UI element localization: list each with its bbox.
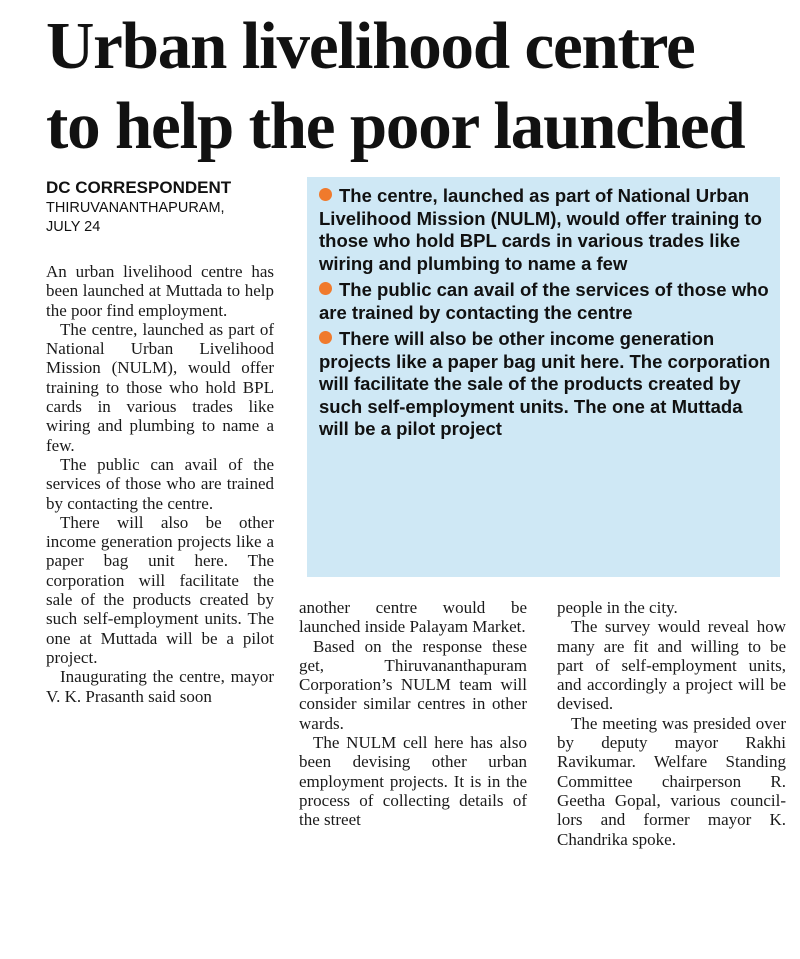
byline bbox=[46, 177, 301, 237]
article-paragraph: people in the city. bbox=[557, 598, 678, 617]
headline bbox=[46, 6, 786, 166]
article-paragraph: The centre, launched as part of National Urban Livelihood Mission (NULM), would offer training to those who hold BPL cards in various trades like wiring and plumbing to name a few. bbox=[46, 319, 274, 455]
highlight-text: There will also be other income generation projects like a paper bag unit here. The corporation will facilitate the sale of the products created by such self-employment units. The one at Muttada will be a pilot project bbox=[319, 328, 771, 439]
headline-line-2: to help the poor launched bbox=[46, 89, 745, 163]
highlight-point bbox=[319, 185, 772, 275]
headline-line-1: Urban livelihood centre bbox=[46, 9, 695, 83]
highlight-text: The public can avail of the services of those who are trained by contacting the centre bbox=[319, 279, 769, 323]
article-column-1 bbox=[46, 262, 274, 706]
highlight-point bbox=[319, 279, 772, 324]
article-column-3 bbox=[557, 598, 786, 849]
article-paragraph: The NULM cell here has also been devising other urban employment projects. It is in the process of collecting details of the street bbox=[299, 733, 527, 830]
article-paragraph: another centre would be launched inside Palayam Market. bbox=[299, 598, 527, 637]
article-paragraph: There will also be other income generation projects like a paper bag unit here. The corporation will facilitate the sale of the products created by such self-employment units. The one at Muttada will be a pilot project. bbox=[46, 512, 274, 667]
byline-location: THIRUVANANTHAPURAM, bbox=[46, 200, 225, 216]
highlights-box bbox=[307, 177, 780, 577]
bullet-icon bbox=[319, 188, 332, 201]
article-column-2 bbox=[299, 598, 527, 830]
byline-author: DC CORRESPONDENT bbox=[46, 178, 232, 197]
article-paragraph: An urban livelihood centre has been launched at Muttada to help the poor find employment. bbox=[46, 262, 274, 320]
bullet-icon bbox=[319, 282, 332, 295]
byline-date: JULY 24 bbox=[46, 219, 101, 235]
article-paragraph: The survey would reveal how many are fit and willing to be part of self-employment units, and accordingly a project will be devised. bbox=[557, 617, 786, 714]
article-paragraph: Inaugurating the centre, mayor V. K. Prasanth said soon bbox=[46, 667, 274, 706]
highlight-text: The centre, launched as part of National Urban Livelihood Mission (NULM), would offer training to those who hold BPL cards in various trades like wiring and plumbing to name a few bbox=[319, 185, 762, 274]
highlight-point bbox=[319, 328, 772, 441]
article-paragraph: The meeting was presided over by deputy mayor Rakhi Ravikumar. Welfare Standing Committee chairperson R. Geetha Gopal, various councillors and former mayor K. Chandrika spoke. bbox=[557, 713, 786, 849]
article-paragraph: Based on the response these get, Thiruvananthapuram Corporation’s NULM team will consider similar centres in other wards. bbox=[299, 636, 527, 733]
bullet-icon bbox=[319, 331, 332, 344]
article-paragraph: The public can avail of the services of those who are trained by contacting the centre. bbox=[46, 454, 274, 513]
